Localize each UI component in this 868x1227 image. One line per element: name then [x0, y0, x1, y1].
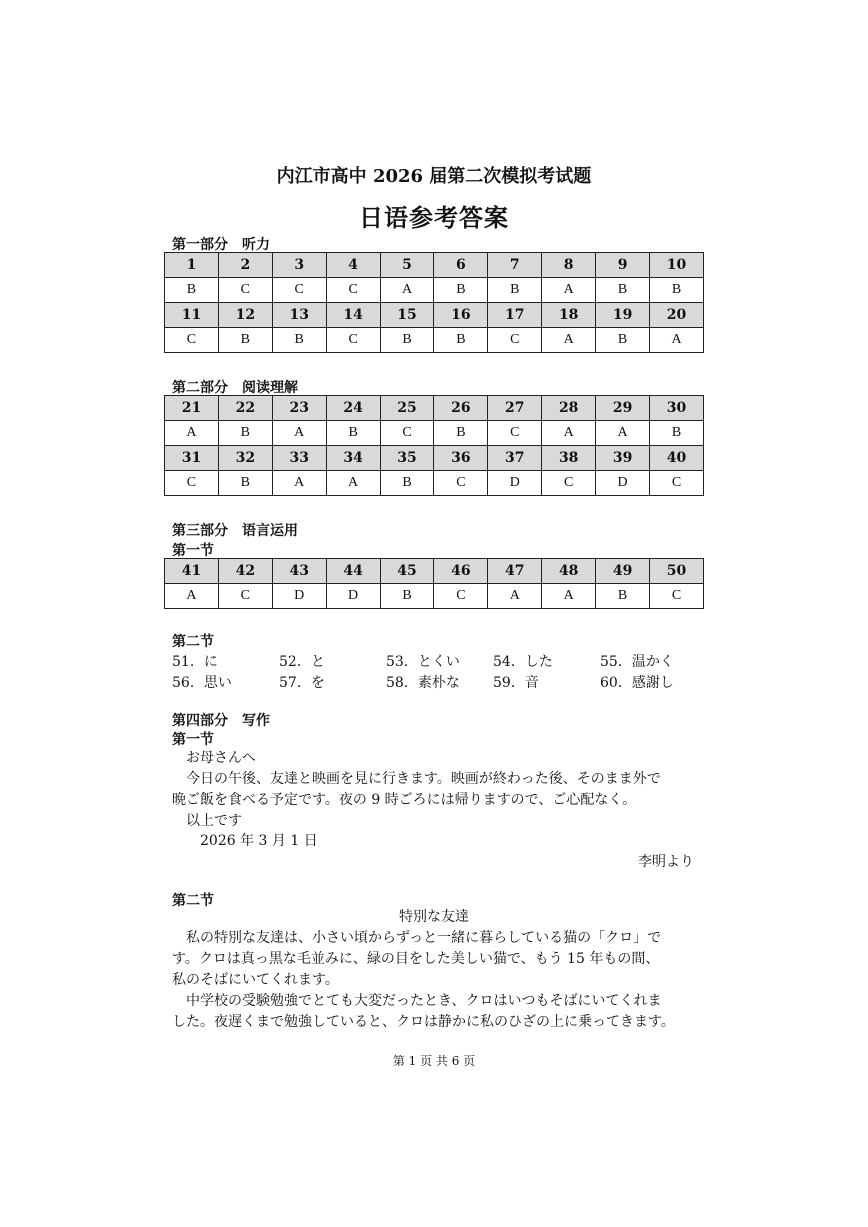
part2-heading: 第二部分 阅读理解 — [172, 380, 298, 396]
part4-section2-heading: 第二节 — [172, 893, 214, 909]
table-number-row — [165, 559, 704, 584]
question-number: 43 — [272, 559, 326, 584]
answer-cell: B — [380, 471, 434, 496]
answer-cell: B — [488, 278, 542, 303]
part3-section1-heading: 第一节 — [172, 543, 214, 559]
essay-line: 中学校の受験勉強でとても大変だったとき、クロはいつもそばにいてくれま — [186, 993, 662, 1009]
essay-line: 私の特別な友達は、小さい頃からずっと一緒に暮らしている猫の「クロ」で — [186, 930, 662, 946]
fill-in-answer: 53．とくい — [386, 654, 460, 670]
essay-title: 特別な友達 — [399, 909, 469, 925]
letter-line: 晩ご飯を食べる予定です。夜の 9 時ごろには帰りますので、ご心配なく。 — [172, 792, 637, 808]
answer-cell: A — [542, 584, 596, 609]
answer-cell: D — [272, 584, 326, 609]
question-number: 40 — [650, 446, 704, 471]
answer-cell: C — [165, 471, 219, 496]
essay-line: す。クロは真っ黒な毛並みに、緑の目をした美しい猫で、もう 15 年もの間、 — [172, 951, 660, 967]
answer-cell: D — [596, 471, 650, 496]
answer-cell: B — [326, 421, 380, 446]
letter-closing: 以上です — [186, 813, 242, 829]
answer-cell: C — [542, 471, 596, 496]
question-number: 33 — [272, 446, 326, 471]
answer-cell: B — [650, 278, 704, 303]
question-number: 26 — [434, 396, 488, 421]
question-number: 17 — [488, 303, 542, 328]
answer-cell: B — [650, 421, 704, 446]
part2-answer-table — [164, 395, 704, 496]
table-answer-row — [165, 421, 704, 446]
table-answer-row — [165, 584, 704, 609]
question-number: 12 — [218, 303, 272, 328]
answer-cell: A — [165, 421, 219, 446]
question-number: 50 — [650, 559, 704, 584]
letter-greeting: お母さんへ — [186, 750, 256, 766]
answer-cell: C — [218, 278, 272, 303]
answer-cell: B — [434, 421, 488, 446]
answer-cell: A — [596, 421, 650, 446]
fill-in-answer: 54．した — [493, 654, 553, 670]
question-number: 39 — [596, 446, 650, 471]
answer-cell: A — [272, 421, 326, 446]
answer-cell: A — [542, 328, 596, 353]
fill-in-row — [172, 651, 712, 672]
fill-in-answer: 52．と — [279, 654, 325, 670]
answer-cell: A — [650, 328, 704, 353]
question-number: 13 — [272, 303, 326, 328]
question-number: 31 — [165, 446, 219, 471]
fill-in-answer: 57．を — [279, 675, 325, 691]
table-number-row — [165, 396, 704, 421]
part1-heading: 第一部分 听力 — [172, 237, 270, 253]
question-number: 16 — [434, 303, 488, 328]
answer-cell: B — [596, 328, 650, 353]
question-number: 41 — [165, 559, 219, 584]
question-number: 23 — [272, 396, 326, 421]
answer-cell: A — [272, 471, 326, 496]
question-number: 44 — [326, 559, 380, 584]
question-number: 36 — [434, 446, 488, 471]
question-number: 19 — [596, 303, 650, 328]
answer-cell: B — [165, 278, 219, 303]
question-number: 1 — [165, 253, 219, 278]
answer-cell: B — [218, 421, 272, 446]
fill-in-answer: 58．素朴な — [386, 675, 460, 691]
fill-in-answer: 55．温かく — [600, 654, 674, 670]
question-number: 46 — [434, 559, 488, 584]
answer-cell: C — [650, 471, 704, 496]
question-number: 28 — [542, 396, 596, 421]
question-number: 22 — [218, 396, 272, 421]
part3-answer-table — [164, 558, 704, 609]
question-number: 5 — [380, 253, 434, 278]
question-number: 47 — [488, 559, 542, 584]
question-number: 25 — [380, 396, 434, 421]
answer-cell: B — [218, 328, 272, 353]
answer-cell: A — [165, 584, 219, 609]
fill-in-answer: 51．に — [172, 654, 218, 670]
answer-cell: A — [542, 421, 596, 446]
question-number: 21 — [165, 396, 219, 421]
question-number: 15 — [380, 303, 434, 328]
part3-section2-heading: 第二节 — [172, 634, 214, 650]
page-footer: 第 1 页 共 6 页 — [392, 1054, 476, 1068]
question-number: 2 — [218, 253, 272, 278]
answer-cell: B — [380, 328, 434, 353]
answer-cell: C — [272, 278, 326, 303]
answer-cell: B — [272, 328, 326, 353]
part4-section1-heading: 第一节 — [172, 732, 214, 748]
letter-signature: 李明より — [638, 854, 694, 870]
answer-cell: D — [326, 584, 380, 609]
question-number: 34 — [326, 446, 380, 471]
table-number-row — [165, 446, 704, 471]
answer-cell: C — [165, 328, 219, 353]
fill-in-answer: 59．音 — [493, 675, 539, 691]
answer-cell: C — [488, 421, 542, 446]
answer-cell: A — [542, 278, 596, 303]
table-number-row — [165, 303, 704, 328]
question-number: 4 — [326, 253, 380, 278]
document-subtitle: 日语参考答案 — [359, 203, 509, 232]
answer-cell: B — [380, 584, 434, 609]
question-number: 37 — [488, 446, 542, 471]
answer-cell: C — [326, 278, 380, 303]
fill-in-row — [172, 672, 712, 693]
question-number: 48 — [542, 559, 596, 584]
letter-line: 今日の午後、友達と映画を見に行きます。映画が終わった後、そのまま外で — [186, 771, 661, 787]
document-title: 内江市高中 2026 届第二次模拟考试题 — [276, 166, 592, 187]
letter-date: 2026 年 3 月 1 日 — [200, 833, 318, 849]
answer-cell: B — [218, 471, 272, 496]
answer-cell: C — [488, 328, 542, 353]
question-number: 30 — [650, 396, 704, 421]
question-number: 9 — [596, 253, 650, 278]
part1-answer-table — [164, 252, 704, 353]
table-number-row — [165, 253, 704, 278]
question-number: 38 — [542, 446, 596, 471]
question-number: 20 — [650, 303, 704, 328]
answer-cell: B — [434, 328, 488, 353]
question-number: 32 — [218, 446, 272, 471]
question-number: 24 — [326, 396, 380, 421]
fill-in-answer: 60．感謝し — [600, 675, 674, 691]
question-number: 49 — [596, 559, 650, 584]
question-number: 10 — [650, 253, 704, 278]
essay-line: 私のそばにいてくれます。 — [172, 972, 339, 988]
question-number: 29 — [596, 396, 650, 421]
question-number: 14 — [326, 303, 380, 328]
fill-in-answer: 56．思い — [172, 675, 232, 691]
question-number: 6 — [434, 253, 488, 278]
question-number: 42 — [218, 559, 272, 584]
answer-cell: B — [434, 278, 488, 303]
answer-cell: C — [434, 471, 488, 496]
answer-cell: A — [326, 471, 380, 496]
answer-cell: C — [434, 584, 488, 609]
essay-line: した。夜遅くまで勉強していると、クロは静かに私のひざの上に乗ってきます。 — [172, 1014, 675, 1030]
answer-cell: A — [380, 278, 434, 303]
question-number: 11 — [165, 303, 219, 328]
question-number: 3 — [272, 253, 326, 278]
answer-cell: C — [650, 584, 704, 609]
question-number: 35 — [380, 446, 434, 471]
table-answer-row — [165, 328, 704, 353]
question-number: 7 — [488, 253, 542, 278]
answer-cell: D — [488, 471, 542, 496]
answer-cell: C — [380, 421, 434, 446]
answer-cell: C — [326, 328, 380, 353]
question-number: 8 — [542, 253, 596, 278]
table-answer-row — [165, 278, 704, 303]
part3-heading: 第三部分 语言运用 — [172, 523, 298, 539]
question-number: 45 — [380, 559, 434, 584]
answer-cell: A — [488, 584, 542, 609]
answer-cell: C — [218, 584, 272, 609]
fill-in-answers — [172, 651, 712, 693]
answer-cell: B — [596, 278, 650, 303]
question-number: 18 — [542, 303, 596, 328]
table-answer-row — [165, 471, 704, 496]
part4-heading: 第四部分 写作 — [172, 713, 270, 729]
question-number: 27 — [488, 396, 542, 421]
answer-cell: B — [596, 584, 650, 609]
